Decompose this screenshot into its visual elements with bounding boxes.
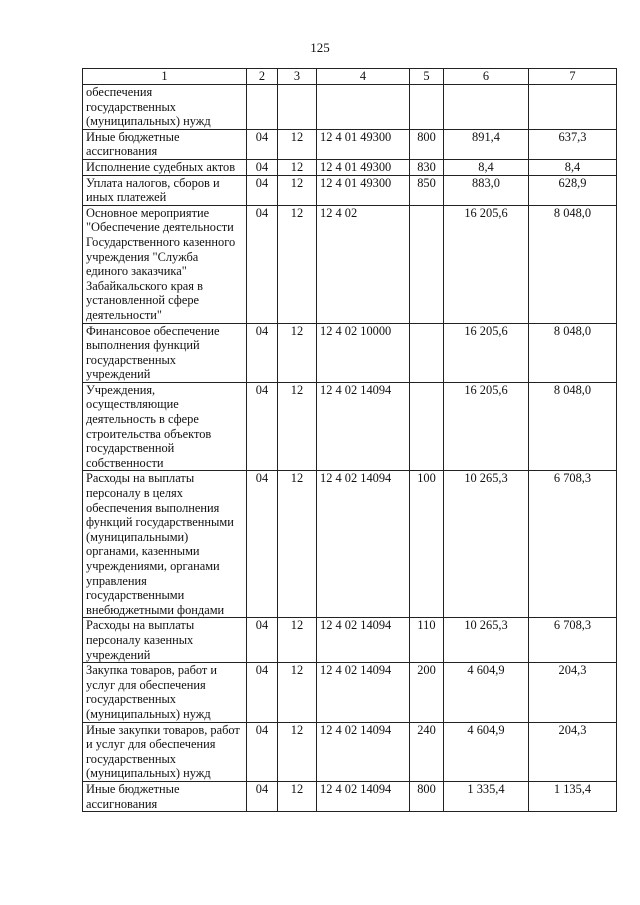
header-cell-subsection: 3	[278, 69, 317, 85]
row-target-article: 12 4 02 14094	[317, 781, 410, 811]
row-expense-type: 110	[410, 618, 444, 663]
row-section: 04	[247, 205, 278, 323]
row-amount-1: 16 205,6	[444, 205, 529, 323]
row-amount-2: 6 708,3	[529, 471, 617, 618]
table-row	[83, 663, 617, 722]
row-amount-2: 8,4	[529, 159, 617, 175]
table-row	[83, 323, 617, 382]
row-expense-type: 800	[410, 129, 444, 159]
row-amount-2: 637,3	[529, 129, 617, 159]
row-amount-1: 1 335,4	[444, 781, 529, 811]
table-row	[83, 471, 617, 618]
row-amount-2: 1 135,4	[529, 781, 617, 811]
table-row	[83, 382, 617, 471]
row-name: обеспечения государственных (муниципальных) нужд	[83, 85, 247, 130]
row-subsection: 12	[278, 323, 317, 382]
row-expense-type: 850	[410, 175, 444, 205]
header-cell-target-article: 4	[317, 69, 410, 85]
row-section: 04	[247, 781, 278, 811]
row-expense-type	[410, 85, 444, 130]
page-number: 125	[310, 40, 330, 55]
row-target-article: 12 4 01 49300	[317, 129, 410, 159]
row-amount-2: 6 708,3	[529, 618, 617, 663]
row-target-article: 12 4 02 14094	[317, 382, 410, 471]
row-subsection: 12	[278, 205, 317, 323]
row-expense-type	[410, 323, 444, 382]
row-expense-type: 800	[410, 781, 444, 811]
row-section: 04	[247, 175, 278, 205]
table-row	[83, 159, 617, 175]
row-subsection: 12	[278, 471, 317, 618]
row-name: Учреждения, осуществляющие деятельность в сфере строительства объектов государственной собственности	[83, 382, 247, 471]
row-amount-2: 628,9	[529, 175, 617, 205]
row-name: Иные бюджетные ассигнования	[83, 129, 247, 159]
row-subsection: 12	[278, 663, 317, 722]
row-target-article: 12 4 02 14094	[317, 722, 410, 781]
table-row	[83, 175, 617, 205]
row-subsection: 12	[278, 129, 317, 159]
table-row	[83, 618, 617, 663]
row-amount-2: 8 048,0	[529, 205, 617, 323]
table-row	[83, 205, 617, 323]
row-expense-type: 100	[410, 471, 444, 618]
row-amount-1: 16 205,6	[444, 323, 529, 382]
row-amount-1: 4 604,9	[444, 663, 529, 722]
row-expense-type: 240	[410, 722, 444, 781]
row-section: 04	[247, 323, 278, 382]
row-section: 04	[247, 663, 278, 722]
row-target-article: 12 4 02	[317, 205, 410, 323]
row-amount-1	[444, 85, 529, 130]
row-section: 04	[247, 382, 278, 471]
table-header-row	[83, 69, 617, 85]
row-target-article: 12 4 01 49300	[317, 175, 410, 205]
row-name: Исполнение судебных актов	[83, 159, 247, 175]
row-subsection: 12	[278, 175, 317, 205]
row-amount-2: 8 048,0	[529, 323, 617, 382]
budget-table	[82, 68, 617, 812]
row-section: 04	[247, 129, 278, 159]
row-section	[247, 85, 278, 130]
row-name: Уплата налогов, сборов и иных платежей	[83, 175, 247, 205]
row-expense-type: 830	[410, 159, 444, 175]
row-name: Основное мероприятие "Обеспечение деятельности Государственного казенного учреждения "Служба единого заказчика" Забайкальского края в установленной сфере деятельности"	[83, 205, 247, 323]
row-subsection: 12	[278, 781, 317, 811]
row-target-article	[317, 85, 410, 130]
row-amount-1: 883,0	[444, 175, 529, 205]
table-row	[83, 85, 617, 130]
row-target-article: 12 4 02 10000	[317, 323, 410, 382]
row-amount-2: 204,3	[529, 663, 617, 722]
row-name: Иные закупки товаров, работ и услуг для обеспечения государственных (муниципальных) нужд	[83, 722, 247, 781]
row-amount-1: 8,4	[444, 159, 529, 175]
row-amount-1: 891,4	[444, 129, 529, 159]
row-amount-1: 16 205,6	[444, 382, 529, 471]
table-row	[83, 129, 617, 159]
row-section: 04	[247, 159, 278, 175]
row-section: 04	[247, 471, 278, 618]
row-target-article: 12 4 02 14094	[317, 618, 410, 663]
row-expense-type	[410, 382, 444, 471]
row-amount-2: 204,3	[529, 722, 617, 781]
row-target-article: 12 4 02 14094	[317, 663, 410, 722]
row-name: Расходы на выплаты персоналу казенных учреждений	[83, 618, 247, 663]
row-subsection: 12	[278, 722, 317, 781]
row-target-article: 12 4 02 14094	[317, 471, 410, 618]
row-amount-1: 10 265,3	[444, 471, 529, 618]
row-subsection: 12	[278, 382, 317, 471]
row-name: Закупка товаров, работ и услуг для обеспечения государственных (муниципальных) нужд	[83, 663, 247, 722]
table-row	[83, 722, 617, 781]
row-name: Иные бюджетные ассигнования	[83, 781, 247, 811]
header-cell-amount-2: 7	[529, 69, 617, 85]
row-expense-type	[410, 205, 444, 323]
header-cell-expense-type: 5	[410, 69, 444, 85]
row-section: 04	[247, 722, 278, 781]
header-cell-section: 2	[247, 69, 278, 85]
row-amount-1: 10 265,3	[444, 618, 529, 663]
row-subsection: 12	[278, 618, 317, 663]
row-expense-type: 200	[410, 663, 444, 722]
table-row	[83, 781, 617, 811]
row-name: Расходы на выплаты персоналу в целях обеспечения выполнения функций государственными (муниципальными) органами, казенными учреждениями, органами управления государственными внебюджетными фондами	[83, 471, 247, 618]
header-cell-name: 1	[83, 69, 247, 85]
row-amount-2: 8 048,0	[529, 382, 617, 471]
row-name: Финансовое обеспечение выполнения функций государственных учреждений	[83, 323, 247, 382]
row-amount-2	[529, 85, 617, 130]
row-subsection: 12	[278, 159, 317, 175]
row-subsection	[278, 85, 317, 130]
row-target-article: 12 4 01 49300	[317, 159, 410, 175]
row-amount-1: 4 604,9	[444, 722, 529, 781]
row-section: 04	[247, 618, 278, 663]
header-cell-amount-1: 6	[444, 69, 529, 85]
